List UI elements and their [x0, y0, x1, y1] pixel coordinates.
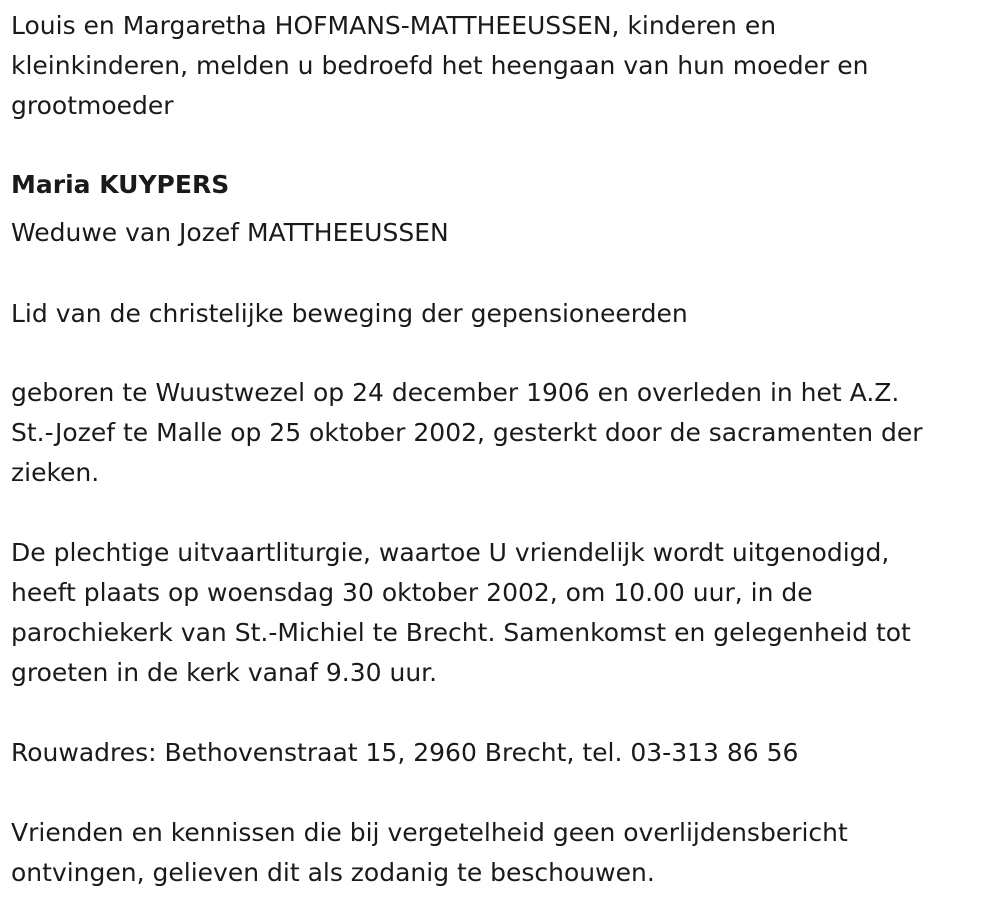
- birth-death-paragraph: geboren te Wuustwezel op 24 december 1906 en overleden in het A.Z. St.-Jozef te Malle op 25 oktober 2002, gesterkt door de sacramenten der zieken.: [11, 378, 923, 487]
- deceased-name: Maria KUYPERS: [11, 170, 230, 199]
- intro-paragraph: Louis en Margaretha HOFMANS-MATTHEEUSSEN, kinderen en kleinkinderen, melden u bedroefd het heengaan van hun moeder en grootmoeder: [11, 11, 869, 120]
- mourning-address: Rouwadres: Bethovenstraat 15, 2960 Brecht, tel. 03-313 86 56: [11, 738, 799, 767]
- funeral-paragraph: De plechtige uitvaartliturgie, waartoe U vriendelijk wordt uitgenodigd, heeft plaats op woensdag 30 oktober 2002, om 10.00 uur, in de parochiekerk van St.-Michiel te Brecht. Samenkomst en gelegenheid tot groeten in de kerk vanaf 9.30 uur.: [11, 538, 911, 687]
- friends-note-paragraph: Vrienden en kennissen die bij vergetelheid geen overlijdensbericht ontvingen, gelieven dit als zodanig te beschouwen.: [11, 818, 848, 887]
- widow-of-line: Weduwe van Jozef MATTHEEUSSEN: [11, 218, 449, 247]
- membership-line: Lid van de christelijke beweging der gepensioneerden: [11, 299, 688, 328]
